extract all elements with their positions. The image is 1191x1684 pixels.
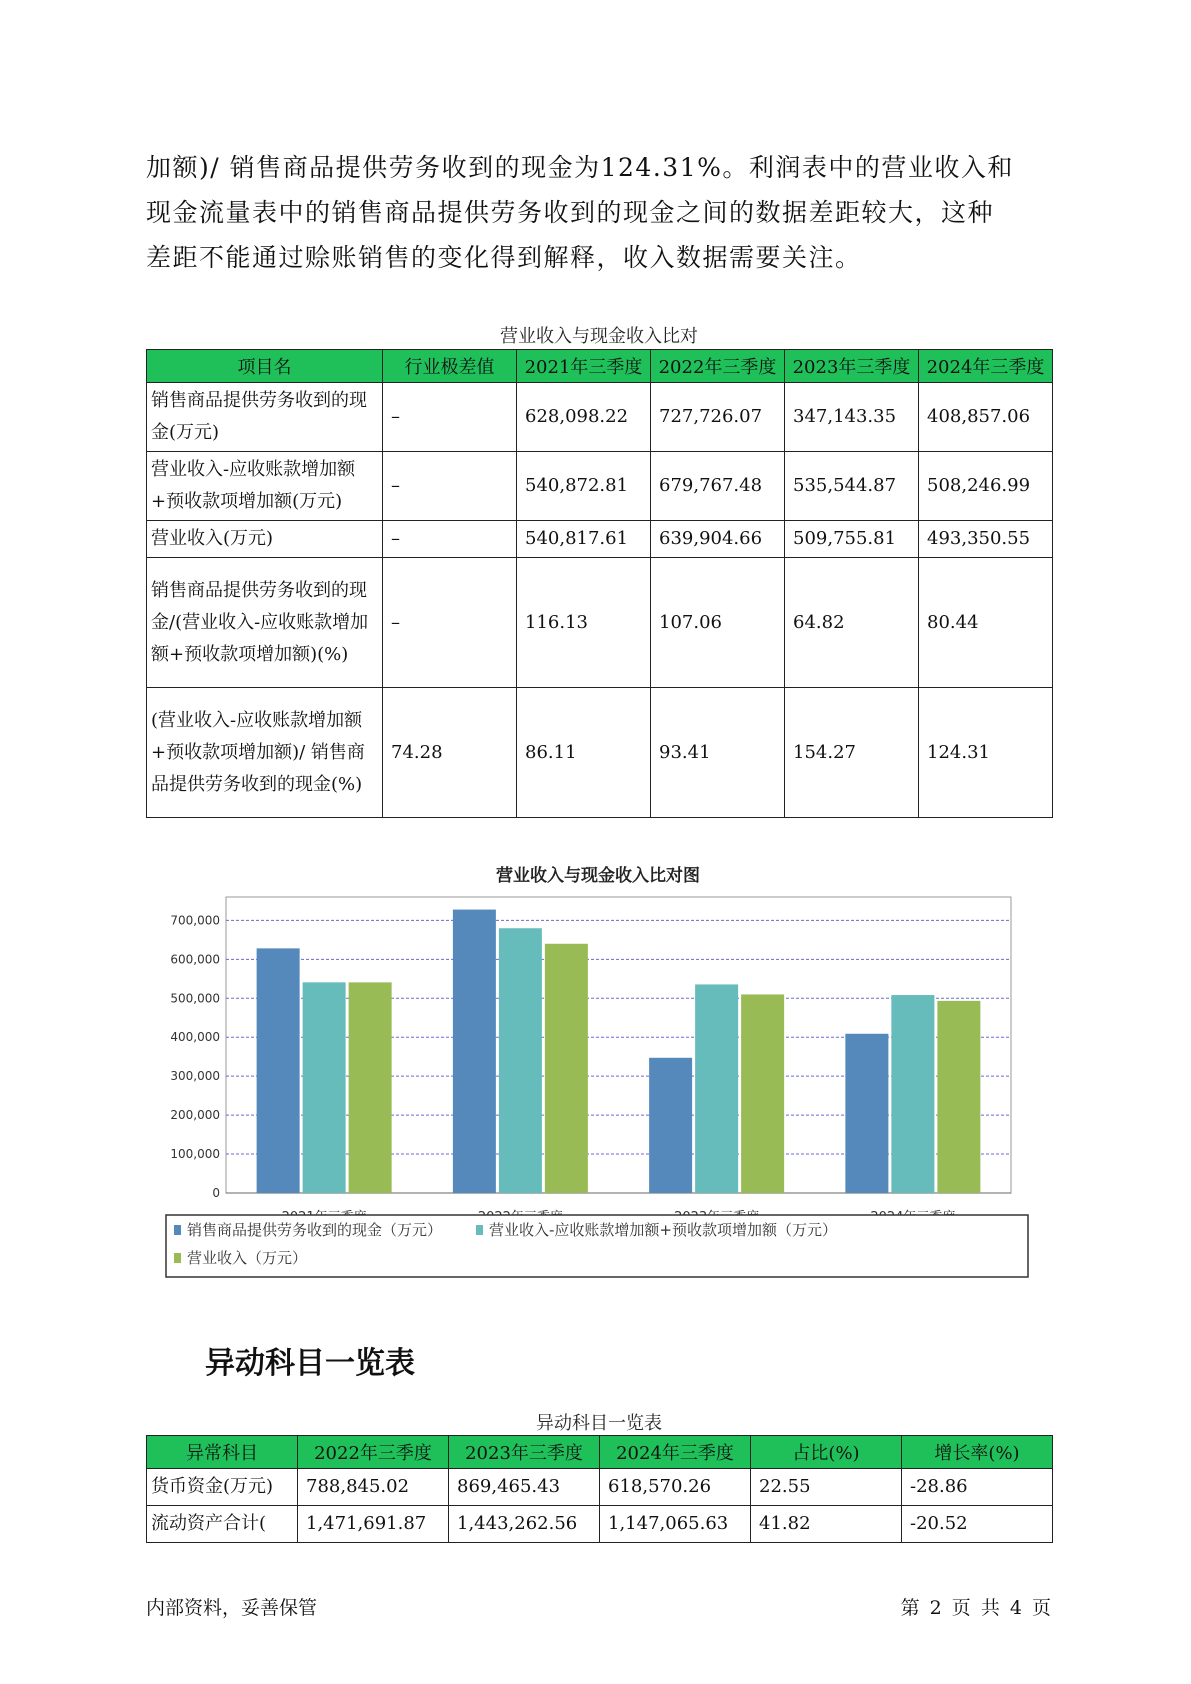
table-cell: 679,767.48: [651, 452, 785, 521]
header-cell: 项目名: [147, 350, 383, 383]
table-row: [147, 1469, 1053, 1506]
table-cell: 107.06: [651, 558, 785, 688]
header-cell: 行业极差值: [383, 350, 517, 383]
table1-caption: 营业收入与现金收入比对: [500, 326, 698, 347]
bar: [649, 1058, 692, 1193]
row-label: 货币资金(万元): [147, 1469, 298, 1506]
chart-title: 营业收入与现金收入比对图: [496, 866, 700, 886]
legend-label: 营业收入（万元）: [187, 1249, 308, 1267]
y-tick-label: 300,000: [170, 1069, 220, 1084]
table-cell: 22.55: [751, 1469, 902, 1506]
bar-chart-svg: [146, 855, 1051, 1305]
header-cell: 2024年三季度: [919, 350, 1053, 383]
table-cell: –: [383, 521, 517, 558]
table-cell: 508,246.99: [919, 452, 1053, 521]
row-label: 营业收入(万元): [147, 521, 383, 558]
table-cell: –: [383, 383, 517, 452]
table-row: [147, 452, 1053, 521]
table-cell: 869,465.43: [449, 1469, 600, 1506]
section-title: 异动科目一览表: [205, 1346, 415, 1381]
y-tick-label: 400,000: [170, 1030, 220, 1045]
table-cell: 86.11: [517, 688, 651, 818]
bar: [303, 982, 346, 1193]
footer-confidential: 内部资料，妥善保管: [146, 1597, 318, 1619]
row-label: (营业收入-应收账款增加额+预收款项增加额)/ 销售商品提供劳务收到的现金(%): [147, 688, 383, 818]
y-tick-label: 700,000: [170, 913, 220, 928]
bar: [453, 910, 496, 1193]
table-cell: 540,817.61: [517, 521, 651, 558]
paragraph-line: 现金流量表中的销售商品提供劳务收到的现金之间的数据差距较大，这种: [146, 198, 995, 227]
table-cell: 154.27: [785, 688, 919, 818]
header-cell: 2023年三季度: [785, 350, 919, 383]
header-cell: 2022年三季度: [651, 350, 785, 383]
y-tick-label: 0: [212, 1186, 220, 1200]
table-cell: –: [383, 558, 517, 688]
legend-label: 营业收入-应收账款增加额+预收款项增加额（万元）: [489, 1221, 837, 1239]
bar: [845, 1034, 888, 1193]
table-cell: 1,147,065.63: [600, 1506, 751, 1543]
table-cell: –: [383, 452, 517, 521]
row-label: 流动资产合计(: [147, 1506, 298, 1543]
header-cell: 2024年三季度: [600, 1436, 751, 1469]
table-cell: 509,755.81: [785, 521, 919, 558]
y-tick-label: 600,000: [170, 952, 220, 967]
bar: [695, 984, 738, 1193]
table-cell: 788,845.02: [298, 1469, 449, 1506]
paragraph-line: 加额)/ 销售商品提供劳务收到的现金为124.31%。利润表中的营业收入和: [146, 153, 1014, 182]
table-cell: 535,544.87: [785, 452, 919, 521]
header-cell: 异常科目: [147, 1436, 298, 1469]
row-label: 营业收入-应收账款增加额+预收款项增加额(万元): [147, 452, 383, 521]
body-paragraph: [146, 145, 1051, 280]
bar: [891, 995, 934, 1193]
footer-page-number: 第 2 页 共 4 页: [900, 1597, 1051, 1619]
paragraph-line: 差距不能通过赊账销售的变化得到解释，收入数据需要关注。: [146, 243, 862, 272]
bar: [257, 948, 300, 1193]
table-cell: 1,471,691.87: [298, 1506, 449, 1543]
abnormal-items-table: [146, 1435, 1053, 1543]
y-tick-label: 200,000: [170, 1108, 220, 1123]
table-row: [147, 558, 1053, 688]
table-cell: 124.31: [919, 688, 1053, 818]
table-cell: 74.28: [383, 688, 517, 818]
header-cell: 2022年三季度: [298, 1436, 449, 1469]
table-row: [147, 1506, 1053, 1543]
header-cell: 增长率(%): [902, 1436, 1053, 1469]
table-cell: 408,857.06: [919, 383, 1053, 452]
table-cell: 1,443,262.56: [449, 1506, 600, 1543]
table-cell: 727,726.07: [651, 383, 785, 452]
bar: [937, 1001, 980, 1193]
table-cell: 41.82: [751, 1506, 902, 1543]
table-cell: 618,570.26: [600, 1469, 751, 1506]
row-label: 销售商品提供劳务收到的现金(万元): [147, 383, 383, 452]
bar: [741, 994, 784, 1193]
table-cell: 64.82: [785, 558, 919, 688]
table-cell: -20.52: [902, 1506, 1053, 1543]
table-cell: 639,904.66: [651, 521, 785, 558]
y-tick-label: 500,000: [170, 991, 220, 1006]
table2-caption: 异动科目一览表: [536, 1413, 662, 1434]
legend-label: 销售商品提供劳务收到的现金（万元）: [187, 1221, 443, 1239]
bar: [499, 928, 542, 1193]
revenue-cash-table: [146, 349, 1053, 818]
table-row: [147, 521, 1053, 558]
row-label: 销售商品提供劳务收到的现金/(营业收入-应收账款增加额+预收款项增加额)(%): [147, 558, 383, 688]
table-cell: 347,143.35: [785, 383, 919, 452]
table-row: [147, 383, 1053, 452]
table-cell: 628,098.22: [517, 383, 651, 452]
legend-swatch: [174, 1225, 181, 1235]
legend-swatch: [476, 1225, 483, 1235]
table-cell: 80.44: [919, 558, 1053, 688]
header-cell: 占比(%): [751, 1436, 902, 1469]
bar: [349, 982, 392, 1193]
header-cell: 2021年三季度: [517, 350, 651, 383]
table-row: [147, 688, 1053, 818]
bar-chart: [146, 855, 1051, 1305]
header-cell: 2023年三季度: [449, 1436, 600, 1469]
table-header-row: [147, 350, 1053, 383]
legend-swatch: [174, 1253, 181, 1263]
table-cell: -28.86: [902, 1469, 1053, 1506]
table-cell: 116.13: [517, 558, 651, 688]
table-cell: 93.41: [651, 688, 785, 818]
table-header-row: [147, 1436, 1053, 1469]
y-tick-label: 100,000: [170, 1147, 220, 1162]
bar: [545, 944, 588, 1193]
table-cell: 493,350.55: [919, 521, 1053, 558]
table-cell: 540,872.81: [517, 452, 651, 521]
